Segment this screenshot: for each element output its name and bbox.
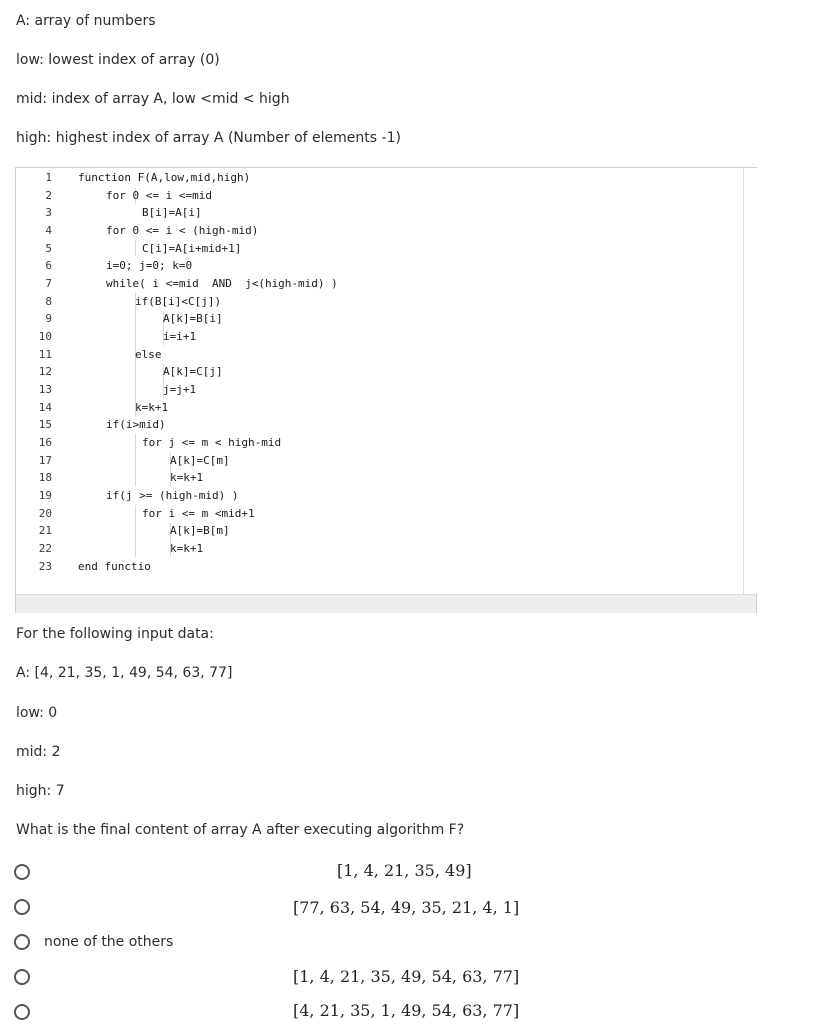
line-number: 3 — [45, 206, 52, 219]
option-label: [1, 4, 21, 35, 49] — [337, 861, 472, 880]
indent-guide — [135, 434, 136, 486]
code-line: A[k]=C[m] — [170, 454, 230, 467]
radio-button[interactable] — [14, 969, 30, 985]
definition-low: low: lowest index of array (0) — [16, 52, 220, 68]
line-number: 1 — [45, 171, 52, 184]
line-number: 8 — [45, 295, 52, 308]
input-mid: mid: 2 — [16, 744, 61, 760]
code-line: for 0 <= i <=mid — [106, 189, 212, 202]
option-label: [4, 21, 35, 1, 49, 54, 63, 77] — [293, 1001, 520, 1020]
line-number: 15 — [38, 418, 52, 431]
code-line: for j <= m < high-mid — [142, 436, 282, 449]
line-number: 4 — [45, 224, 52, 237]
line-number: 6 — [45, 259, 52, 272]
code-line: k=k+1 — [170, 542, 204, 555]
vertical-scrollbar[interactable] — [743, 168, 757, 594]
radio-button[interactable] — [14, 1004, 30, 1020]
line-number: 13 — [38, 383, 52, 396]
line-number: 11 — [38, 348, 52, 361]
code-line: i=i+1 — [163, 330, 197, 343]
code-line: i=0; j=0; k=0 — [106, 259, 193, 272]
definition-array: A: array of numbers — [16, 13, 156, 29]
option-label: [77, 63, 54, 49, 35, 21, 4, 1] — [293, 898, 520, 917]
code-line: if(i>mid) — [106, 418, 166, 431]
radio-button[interactable] — [14, 899, 30, 915]
input-array: A: [4, 21, 35, 1, 49, 54, 63, 77] — [16, 665, 233, 681]
indent-guide — [135, 240, 136, 256]
code-line: k=k+1 — [135, 401, 169, 414]
code-block — [15, 167, 757, 613]
line-number: 19 — [38, 489, 52, 502]
definition-mid: mid: index of array A, low <mid < high — [16, 91, 290, 107]
code-line: while( i <=mid AND j<(high-mid) ) — [106, 277, 338, 290]
line-number: 9 — [45, 312, 52, 325]
code-line: end functio — [78, 560, 151, 573]
code-line: A[k]=B[i] — [163, 312, 223, 325]
line-number: 2 — [45, 189, 52, 202]
line-number: 5 — [45, 242, 52, 255]
radio-button[interactable] — [14, 934, 30, 950]
code-line: if(B[i]<C[j]) — [135, 295, 222, 308]
line-number: 17 — [38, 454, 52, 467]
code-line: for i <= m <mid+1 — [142, 507, 255, 520]
line-number: 16 — [38, 436, 52, 449]
code-line: A[k]=C[j] — [163, 365, 223, 378]
line-number: 23 — [38, 560, 52, 573]
code-line: function F(A,low,mid,high) — [78, 171, 251, 184]
line-number: 12 — [38, 365, 52, 378]
input-low: low: 0 — [16, 705, 58, 721]
code-line: for 0 <= i < (high-mid) — [106, 224, 259, 237]
input-intro: For the following input data: — [16, 626, 214, 642]
code-line: A[k]=B[m] — [170, 524, 230, 537]
code-line: C[i]=A[i+mid+1] — [142, 242, 242, 255]
line-number: 22 — [38, 542, 52, 555]
code-line: B[i]=A[i] — [142, 206, 202, 219]
indent-guide — [135, 505, 136, 557]
line-number: 14 — [38, 401, 52, 414]
definition-high: high: highest index of array A (Number of elements -1) — [16, 130, 401, 146]
line-number: 21 — [38, 524, 52, 537]
code-line: j=j+1 — [163, 383, 197, 396]
code-line: k=k+1 — [170, 471, 204, 484]
radio-button[interactable] — [14, 864, 30, 880]
option-label: none of the others — [44, 934, 174, 950]
horizontal-scrollbar[interactable] — [16, 594, 756, 613]
code-line: else — [135, 348, 162, 361]
line-number: 20 — [38, 507, 52, 520]
line-number: 10 — [38, 330, 52, 343]
line-number: 18 — [38, 471, 52, 484]
input-high: high: 7 — [16, 783, 65, 799]
question-text: What is the final content of array A after executing algorithm F? — [16, 822, 465, 838]
code-line: if(j >= (high-mid) ) — [106, 489, 239, 502]
line-number: 7 — [45, 277, 52, 290]
option-label: [1, 4, 21, 35, 49, 54, 63, 77] — [293, 967, 520, 986]
